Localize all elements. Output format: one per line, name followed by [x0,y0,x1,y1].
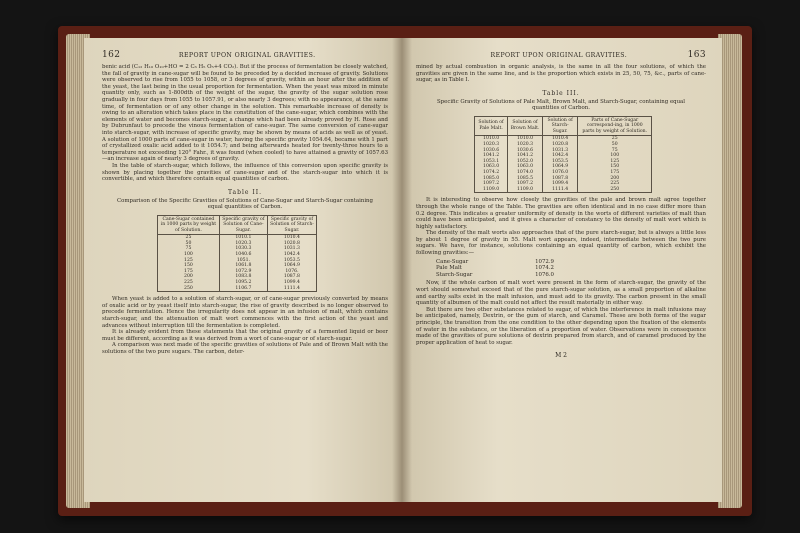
table-cell: 1087.8 [542,176,578,182]
paragraph: Now, if the whole carbon of malt wort were present in the form of starch-sugar, the gravity of the wort should somewhat exceed that of the pure starch-sugar solution, as a small proportion of alkaline and earthy salts exist in the malt infusion, and must add to its gravity. The carbon present in the small quantity of albumen of the malt could not affect the result materially in either way. [416,280,706,307]
table-cell: 1041.2 [475,153,508,159]
table-cell: 1010.1 [219,235,267,241]
table-cell: 1111.4 [542,187,578,193]
table-cell: 175 [158,269,220,275]
paragraph: benic acid (C₁₂ H₁₀ O₁₀+HO = 2 C₆ H₅ O₅+4 CO₂). But if the process of fermentation be closely watched, the fall of gravity in cane-sugar will be found to be preceded by a decided increase of gravity. Solutions were observed to rise from 1055 to 1058, or 3 degrees of gravity, within an hour after the addition of the yeast, the last being in the usual proportion for fermentation. When the yeast was mixed in minute quantity only, such as 1-800dth of the weight of the sugar, the gravity of the sugar solution rose gradually in four days from 1055 to 1057.91, or also nearly 3 degrees; with no appearance, at the same time, of fermentation or of any other change in the solution. This remarkable increase of density is owing to an alteration which takes place in the constitution of the cane-sugar, which combines with the elements of water and becomes starch-sugar, a change which had been already proved by H. Rose and by Dubrunfaut to precede the vinous fermentation of cane-sugar. The same conversion of cane-sugar into starch-sugar, with increase of specific gravity, may be shown by means of acids as well as of yeast. A solution of 1000 parts of cane-sugar in water, having the specific gravity 1054.64, became with 1 part of crystallized oxalic acid added to it 1054.7; and being afterwards heated for twenty-three hours to a temperature not exceeding 120° Fahr., it was found (when cooled) to have attained a gravity of 1057.63—an increase again of nearly 3 degrees of gravity. [102,64,388,163]
right-page-header [416,50,706,60]
table-cell: 1111.4 [267,286,316,292]
table-cell: 250 [158,286,220,292]
table-cell: 50 [158,241,220,247]
table-cell: 1053.1 [475,159,508,165]
table-cell: 1010.0 [508,136,543,142]
table-cell: 50 [578,142,652,148]
table-title: Table II. [228,188,262,196]
gravity-row [436,272,554,279]
table-caption: Comparison of the Specific Gravities of Solutions of Cane-Sugar and Starch-Sugar containing equal quantities of Carbon. [117,197,373,211]
table-cell: 75 [158,246,220,252]
table-cell: 1042.4 [542,153,578,159]
table-cell: 1020.3 [475,142,508,148]
book-gutter [392,38,412,502]
table-title: Table III. [542,89,580,97]
table-cell: 25 [158,235,220,241]
table-cell: 125 [578,159,652,165]
gravity-value: 1074.2 [535,265,554,272]
table-cell: 1061.8 [219,263,267,269]
paragraph: The density of the malt worts also approaches that of the pure starch-sugar, but is always a little less by about 1 degree of gravity in 55. Malt wort appears, indeed, intermediate between the two pure sugars. We have, for instance, solutions containing an equal quantity of carbon, which exhibit the following gravities:— [416,230,706,257]
table-header: Solution of Pale Malt. [475,116,508,136]
paragraph: When yeast is added to a solution of starch-sugar, or of cane-sugar previously converted by means of oxalic acid or by yeast itself into starch-sugar, the rise of gravity described is no longer observed to precede fermentation. Hence the irregularity does not appear in an infusion of malt, which contains starch-sugar, and the attenuation of malt wort commences with the first action of the yeast and advances without interruption till the fermentation is completed. [102,296,388,329]
gravity-row [436,259,554,266]
table-cane-vs-starch-sugar [157,215,317,293]
table-cell: 1076. [267,269,316,275]
gravity-label: Pale Malt [436,265,462,272]
page-number: 163 [687,50,706,60]
paragraph: A comparison was next made of the specific gravities of solutions of Pale and of Brown Malt with the solutions of the two pure sugars. The carbon, deter- [102,342,388,355]
table-cell: 1020.8 [542,142,578,148]
table-cell: 150 [578,164,652,170]
table-cell: 1042.4 [267,252,316,258]
table-cell: 1087.8 [267,274,316,280]
table-cell: 1074.0 [508,170,543,176]
table-cell: 1099.4 [267,280,316,286]
table-cell: 200 [158,274,220,280]
table-cell: 1064.9 [542,164,578,170]
table-cell: 25 [578,136,652,142]
table-cell: 1076.0 [542,170,578,176]
table-cell: 250 [578,187,652,193]
table-cell: 1085.0 [475,176,508,182]
table-cell: 100 [578,153,652,159]
left-page-header [102,50,388,60]
table-cell: 75 [578,148,652,154]
table-cell: 1099.4 [542,181,578,187]
table-cell: 1097.2 [508,181,543,187]
table-cell: 1064.9 [267,263,316,269]
gravity-value: 1072.9 [535,258,554,265]
table-cell: 1020.8 [267,241,316,247]
table-caption: Specific Gravity of Solutions of Pale Malt, Brown Malt, and Starch-Sugar, containing equal quantities of Carbon. [436,98,685,112]
paragraph: mined by actual combustion in organic analysis, is the same in all the four solutions, of which the gravities are given in the same line, and is the proportion which exists in 25, 50, 75, &c., parts of cane-sugar, as in Table I. [416,64,706,84]
gravity-value: 1076.0 [535,271,554,278]
table-cell: 1041.2 [508,153,543,159]
table-cell: 1072.9 [219,269,267,275]
table-cell: 1010.4 [267,235,316,241]
table-cell: 225 [578,181,652,187]
table-cell: 1051. [219,258,267,264]
table-cell: 1053.5 [542,159,578,165]
paragraph: In the table of starch-sugar, which follows, the influence of this conversion upon specific gravity is shown by placing together the gravities of cane-sugar and of the starch-sugar into which it is convertible, and which therefore contain equal quantities of carbon. [102,162,388,183]
table-cell: 200 [578,176,652,182]
table-cell: 1030.3 [219,246,267,252]
table-cell: 1020.3 [508,142,543,148]
table-cell: 1095.2 [219,280,267,286]
table-cell: 225 [158,280,220,286]
table-cell: 1109.0 [508,187,543,193]
table-header: Cane-Sugar contained in 1000 parts by weight of Solution. [158,215,220,235]
signature-mark: M 2 [555,352,567,360]
table-cell: 1063.0 [475,164,508,170]
table-row [158,286,317,292]
table-cell: 1040.6 [219,252,267,258]
table-cell: 1010.0 [475,136,508,142]
table-malt-gravities [474,116,652,194]
page-number: 162 [102,50,121,60]
table-cell: 1074.2 [475,170,508,176]
table-cell: 1030.6 [508,148,543,154]
table-cell: 1097.2 [475,181,508,187]
paragraph: It is already evident from these statements that the original gravity of a fermented liquid or beer must be different, according as it was derived from a wort of cane-sugar or of starch-sugar. [102,329,388,342]
table-header: Solution of Brown Malt. [508,116,543,136]
table-cell: 1020.3 [219,241,267,247]
gravity-label: Starch-Sugar [436,271,473,278]
table-cell: 1106.7 [219,286,267,292]
gravity-label: Cane-Sugar [436,258,469,265]
table-cell: 1031.3 [267,246,316,252]
table-cell: 125 [158,258,220,264]
table-header: Specific gravity of Solution of Cane-Sugar. [219,215,267,235]
gravity-row [436,265,554,272]
table-header: Specific gravity of Solution of Starch-Sugar. [267,215,316,235]
table-cell: 1053.5 [267,258,316,264]
running-head: REPORT UPON ORIGINAL GRAVITIES. [178,52,316,59]
table-cell: 1109.0 [475,187,508,193]
table-cell: 1063.0 [508,164,543,170]
paragraph: But there are two other substances related to sugar, of which the interference in malt infusions may be anticipated, namely, Dextrin, or the gum of starch, and Caramel. These are both forms of the sugar principle, the transition from the one condition to the other depending upon the fixation of the elements of water in the substance, or the liberation of a proportion of water. Observations were in consequence made of the gravities of pure solutions of dextrin prepared from starch, and of caramel produced by the proper application of heat to sugar. [416,306,706,346]
gravities-list [436,259,706,279]
table-cell: 1085.5 [508,176,543,182]
table-cell: 150 [158,263,220,269]
right-page [402,38,722,502]
running-head: REPORT UPON ORIGINAL GRAVITIES. [490,52,628,59]
paragraph: It is interesting to observe how closely the gravities of the pale and brown malt agree together through the whole range of the Table. The gravities are often identical and in no case differ more than 0.2 degree. This indicates a greater uniformity of density in the worts of different varieties of malt than could have been anticipated, and it gives a character of constancy to the density of malt wort which is highly satisfactory. [416,197,706,230]
table-cell: 175 [578,170,652,176]
table-cell: 1010.4 [542,136,578,142]
table-row [475,187,652,193]
table-cell: 100 [158,252,220,258]
left-page [84,38,402,502]
table-header: Parts of Cane-Sugar correspond-ing, in 1000 parts by weight of Solution. [578,116,652,136]
table-cell: 1083.8 [219,274,267,280]
table-header: Solution of Starch-Sugar. [542,116,578,136]
table-cell: 1031.3 [542,148,578,154]
table-cell: 1052.0 [508,159,543,165]
table-cell: 1030.6 [475,148,508,154]
